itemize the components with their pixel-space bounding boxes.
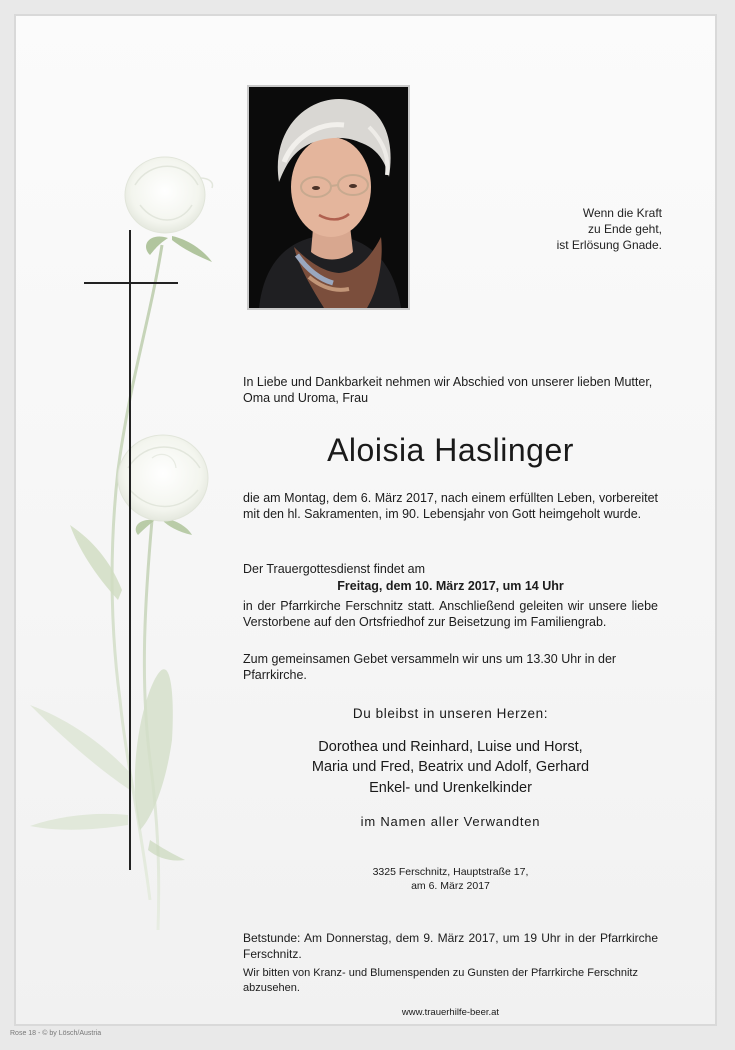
prayer-hour: Betstunde: Am Donnerstag, dem 9. März 2017, um 19 Uhr in der Pfarrkirche Ferschnitz. — [243, 931, 658, 962]
donation-note: Wir bitten von Kranz- und Blumenspenden zu Gunsten der Pfarrkirche Ferschnitz abzusehen. — [243, 967, 638, 994]
heart-line: Du bleibst in unseren Herzen: — [352, 706, 549, 721]
mourners-line: Maria und Fred, Beatrix und Adolf, Gerhard — [311, 759, 590, 775]
intro-text: In Liebe und Dankbarkeit nehmen wir Abschied von unserer lieben Mutter, Oma und Uroma, Frau — [243, 375, 653, 406]
quote — [500, 205, 662, 253]
address: 3325 Ferschnitz, Hauptstraße 17, — [372, 866, 529, 878]
portrait-image — [249, 87, 408, 308]
quote-line: ist Erlösung Gnade. — [556, 238, 662, 252]
mourners-line: Dorothea und Reinhard, Luise und Horst, — [318, 739, 583, 755]
imprint: Rose 18 - © by Lösch/Austria — [10, 1030, 102, 1037]
relatives-line: im Namen aller Verwandten — [360, 814, 541, 829]
place-and-date — [243, 866, 658, 893]
cross-vertical — [129, 230, 131, 870]
portrait-photo — [247, 85, 410, 310]
family-line: Enkel- und Urenkelkinder — [369, 780, 532, 796]
website-link[interactable]: www.trauerhilfe-beer.at — [401, 1007, 500, 1018]
death-notice: die am Montag, dem 6. März 2017, nach einem erfüllten Leben, vorbereitet mit den hl. Sakramenten, im 90. Lebensjahr von Gott heimgeholt wurde. — [243, 491, 658, 522]
service-details: in der Pfarrkirche Ferschnitz statt. Anschließend geleiten wir unsere liebe Verstorbene auf den Ortsfriedhof zur Beisetzung im Familiengrab. — [243, 599, 658, 630]
deceased-name: Aloisia Haslinger — [327, 432, 574, 468]
quote-line: zu Ende geht, — [587, 222, 662, 236]
service-intro: Der Trauergottesdienst findet am — [243, 562, 426, 576]
notice-date: am 6. März 2017 — [411, 879, 490, 892]
service-date: Freitag, dem 10. März 2017, um 14 Uhr — [337, 579, 564, 593]
quote-line: Wenn die Kraft — [582, 206, 662, 220]
prayer-gathering: Zum gemeinsamen Gebet versammeln wir uns um 13.30 Uhr in der Pfarrkirche. — [243, 652, 617, 683]
mourners-list — [243, 737, 658, 777]
cross-horizontal — [84, 282, 178, 284]
